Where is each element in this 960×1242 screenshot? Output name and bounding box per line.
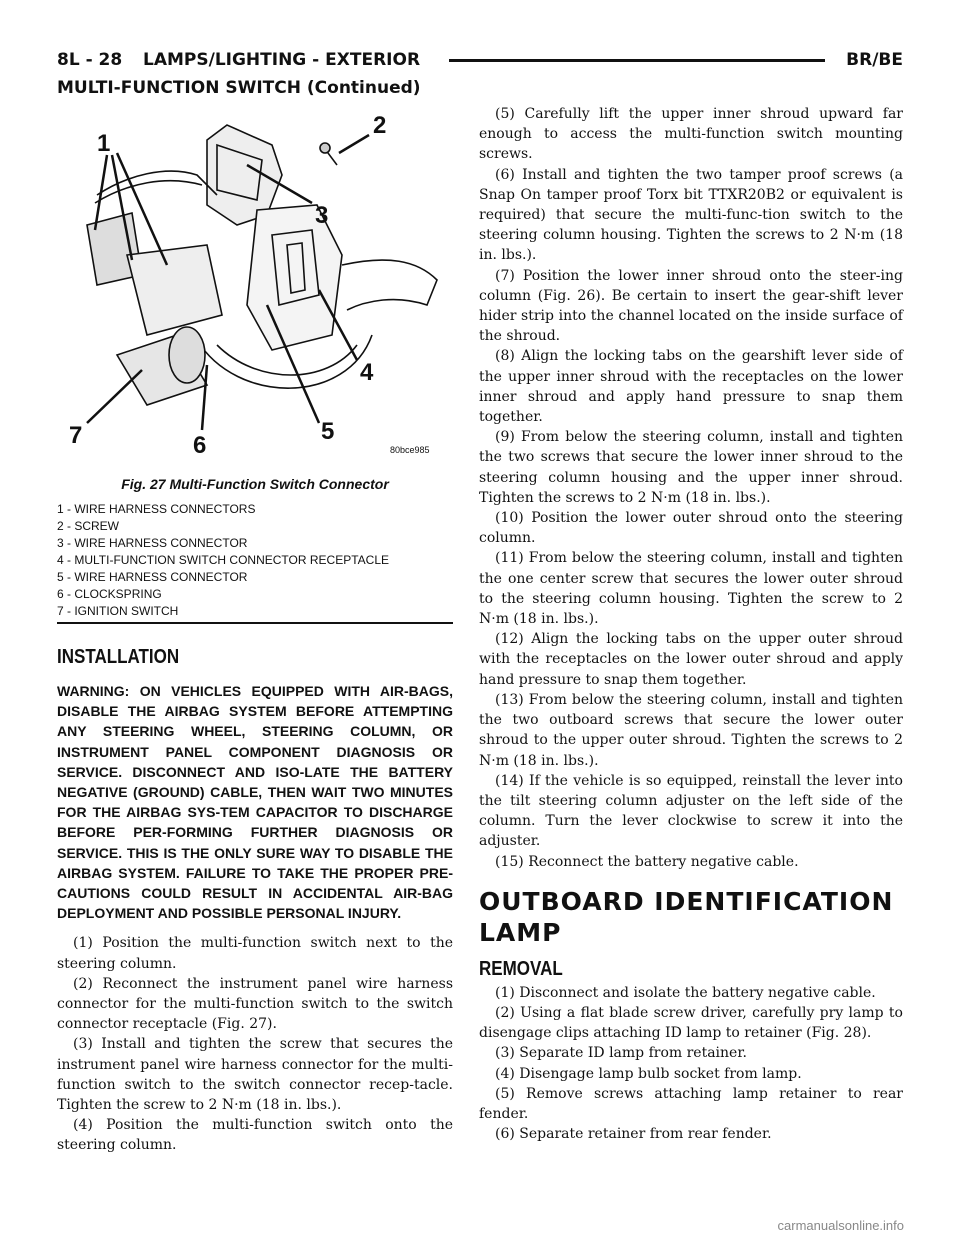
step: (6) Install and tighten the two tamper proof screws (a Snap On tamper proof Torx bit TTXR20B2 or equivalent is required) that secure the multi-func-tion switch to the steering column housing. Tighten the screws to 2 N·m (18 in. lbs.). xyxy=(479,166,903,264)
right-column xyxy=(479,104,903,1144)
legend-item: 2 - SCREW xyxy=(57,519,120,533)
legend-item: 6 - CLOCKSPRING xyxy=(57,587,162,601)
step: (4) Position the multi-function switch onto the steering column. xyxy=(57,1117,453,1154)
step: (13) From below the steering column, install and tighten the two outboard screws that secure the lower outer shroud to the upper outer shroud. Tighten the screws to 2 N·m (18 in. lbs.). xyxy=(479,691,903,769)
step: (12) Align the locking tabs on the upper outer shroud with the receptacles on the lower outer shroud and apply hand pressure to snap them together. xyxy=(479,631,903,688)
figure-legend xyxy=(57,501,453,620)
figure-code: 80bce985 xyxy=(390,445,430,455)
callout-7: 7 xyxy=(69,422,83,449)
callout-6: 6 xyxy=(193,432,207,459)
step: (5) Remove screws attaching lamp retainer to rear fender. xyxy=(479,1085,903,1122)
removal-heading: REMOVAL xyxy=(479,957,563,980)
legend-item: 7 - IGNITION SWITCH xyxy=(57,604,179,618)
legend-divider xyxy=(57,622,453,624)
callout-5: 5 xyxy=(321,418,335,445)
step: (15) Reconnect the battery negative cable. xyxy=(495,853,799,870)
step: (8) Align the locking tabs on the gearshift lever side of the upper inner shroud with the receptacles on the lower inner shroud and apply hand pressure to snap them together. xyxy=(479,348,903,426)
legend-item: 1 - WIRE HARNESS CONNECTORS xyxy=(57,502,256,516)
legend-item: 4 - MULTI-FUNCTION SWITCH CONNECTOR RECEPTACLE xyxy=(57,553,390,567)
header-rule xyxy=(449,59,825,62)
page-header xyxy=(57,50,903,72)
step: (14) If the vehicle is so equipped, reinstall the lever into the tilt steering column adjuster on the left side of the column. Turn the lever clockwise to screw it into the adjuster. xyxy=(479,772,903,850)
watermark: carmanualsonline.info xyxy=(777,1218,904,1233)
outboard-lamp-heading: OUTBOARD IDENTIFICATION LAMP xyxy=(479,886,894,947)
step: (7) Position the lower inner shroud onto the steer-ing column (Fig. 26). Be certain to insert the gear-shift lever hider strip into the channel located on the inside surface of the shroud. xyxy=(479,267,903,345)
step: (4) Disengage lamp bulb socket from lamp. xyxy=(495,1065,802,1082)
callout-2: 2 xyxy=(373,112,387,139)
step: (5) Carefully lift the upper inner shroud upward far enough to access the multi-function switch mounting screws. xyxy=(479,106,903,163)
step: (2) Reconnect the instrument panel wire harness connector for the multi-function switch to the switch connector receptacle (Fig. 27). xyxy=(57,975,453,1033)
step: (3) Separate ID lamp from retainer. xyxy=(495,1045,747,1062)
step: (6) Separate retainer from rear fender. xyxy=(495,1126,772,1143)
page-number: 8L - 28 xyxy=(57,50,123,70)
figure-caption: Fig. 27 Multi-Function Switch Connector xyxy=(121,476,389,492)
step: (3) Install and tighten the screw that secures the instrument panel wire harness connector for the multi-function switch to the switch connector recep-tacle. Tighten the screw to 2 N·m (18 in. lbs.). xyxy=(57,1036,453,1114)
installation-heading: INSTALLATION xyxy=(57,646,180,668)
callout-1: 1 xyxy=(97,130,111,157)
step: (9) From below the steering column, install and tighten the two screws that secure the lower inner shroud to the steering column housing and the upper inner shroud. Tighten the screws to 2 N·m (18 in. lbs.). xyxy=(479,429,903,506)
callout-4: 4 xyxy=(360,359,374,386)
airbag-warning: WARNING: ON VEHICLES EQUIPPED WITH AIR-BAGS, DISABLE THE AIRBAG SYSTEM BEFORE ATTEMPTING ANY STEERING WHEEL, STEERING COLUMN, OR INSTRUMENT PANEL COMPONENT DIAGNOSIS OR SERVICE. DISCONNECT AND ISO-LATE THE BATTERY NEGATIVE (GROUND) CABLE, THEN WAIT TWO MINUTES FOR THE AIRBAG SYS-TEM CAPACITOR TO DISCHARGE BEFORE PER-FORMING FURTHER DIAGNOSIS OR SERVICE. THIS IS THE ONLY SURE WAY TO DISABLE THE AIRBAG SYSTEM. FAILURE TO TAKE THE PROPER PRE-CAUTIONS COULD RESULT IN ACCIDENTAL AIR-BAG DEPLOYMENT AND POSSIBLE PERSONAL INJURY. xyxy=(57,683,453,922)
switch-connector-illustration xyxy=(57,105,453,465)
legend-item: 5 - WIRE HARNESS CONNECTOR xyxy=(57,570,248,584)
left-column xyxy=(57,646,453,1156)
step: (11) From below the steering column, install and tighten the one center screw that secures the lower outer shroud to the steering column housing. Tighten the screw to 2 N·m (18 in. lbs.). xyxy=(479,550,903,628)
legend-item: 3 - WIRE HARNESS CONNECTOR xyxy=(57,536,248,550)
callout-3: 3 xyxy=(315,202,329,229)
step: (1) Disconnect and isolate the battery negative cable. xyxy=(495,984,876,1001)
continued-title: MULTI-FUNCTION SWITCH (Continued) xyxy=(57,78,421,98)
section-title: LAMPS/LIGHTING - EXTERIOR xyxy=(143,50,421,70)
step: (10) Position the lower outer shroud onto the steering column. xyxy=(479,510,903,547)
model-code: BR/BE xyxy=(846,50,903,70)
step: (1) Position the multi-function switch next to the steering column. xyxy=(57,935,453,972)
step: (2) Using a flat blade screw driver, carefully pry lamp to disengage clips attaching ID lamp to retainer (Fig. 28). xyxy=(479,1004,903,1042)
